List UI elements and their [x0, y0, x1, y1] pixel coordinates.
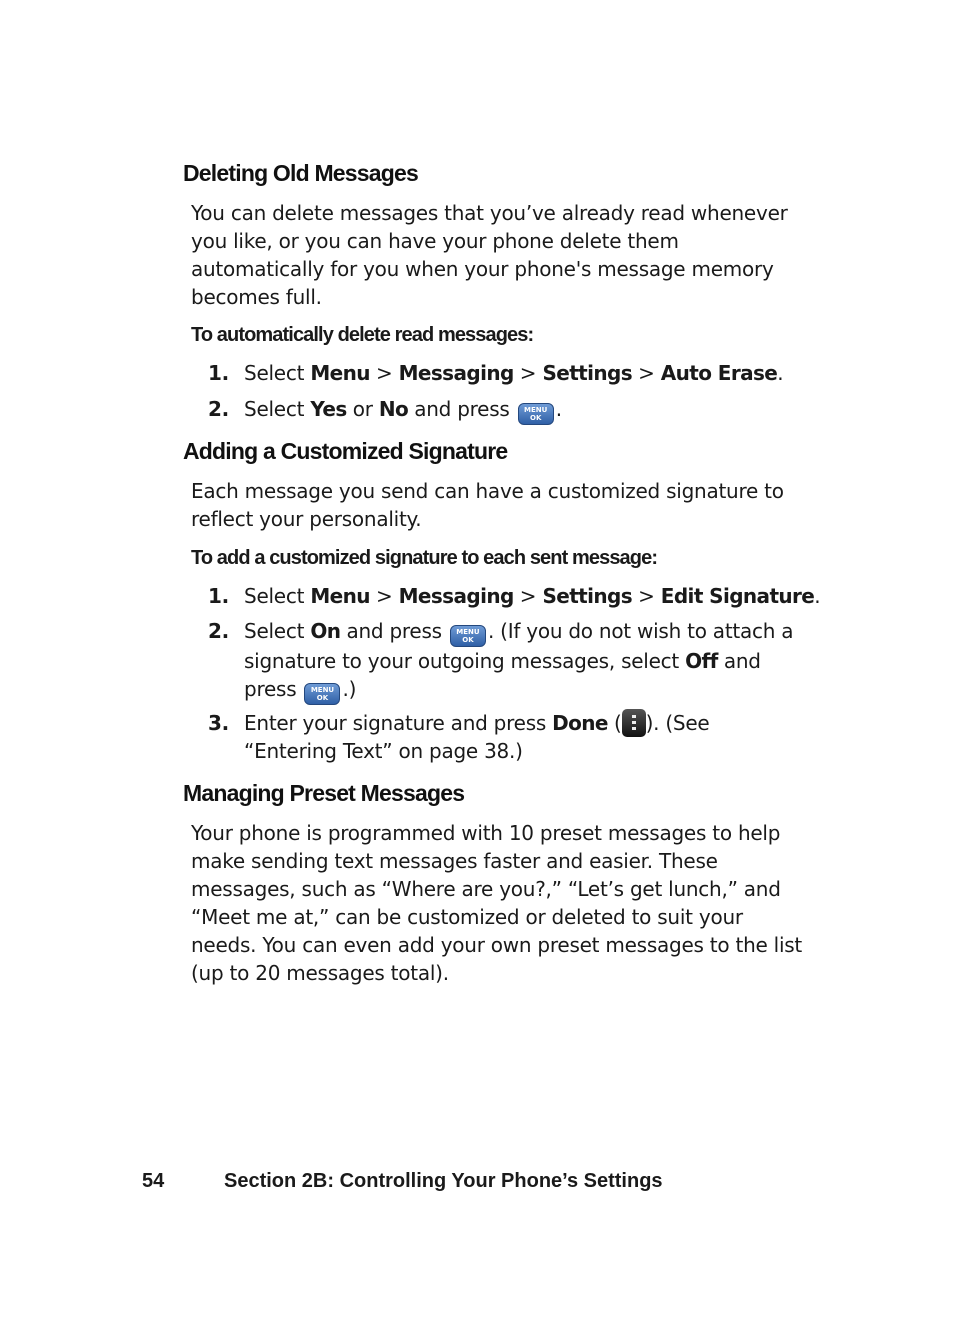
heading-customized-signature: Adding a Customized Signature [183, 438, 508, 464]
step-text: . (If you do not wish to attach a [487, 619, 794, 643]
edit-signature-label: Edit Signature [660, 584, 815, 608]
step-text: press [244, 677, 303, 701]
para-line: Your phone is programmed with 10 preset messages to help [191, 821, 781, 845]
key-line: MENU [310, 686, 335, 694]
step-text: Select [244, 397, 311, 421]
step-number: 1. [208, 584, 230, 608]
on-label: On [310, 619, 341, 643]
para-line: make sending text messages faster and easier. These [191, 849, 718, 873]
step-text: ). (See [645, 711, 710, 735]
step-text: and press [340, 619, 448, 643]
key-line: OK [462, 636, 474, 644]
para-line: becomes full. [191, 285, 322, 309]
menu-ok-key-icon [304, 683, 340, 705]
page-number: 54 [142, 1170, 165, 1192]
yes-label: Yes [310, 397, 347, 421]
step-text: and press [408, 397, 516, 421]
key-line: MENU [456, 628, 480, 636]
key-line: OK [530, 414, 542, 422]
heading-deleting-old-messages: Deleting Old Messages [183, 160, 418, 186]
para-line: (up to 20 messages total). [191, 961, 449, 985]
para-line: messages, such as “Where are you?,” “Let’s get lunch,” and [191, 877, 781, 901]
para-line: automatically for you when your phone's message memory [191, 257, 774, 281]
step-text: and [717, 649, 761, 673]
heading-managing-preset-messages: Managing Preset Messages [183, 780, 465, 806]
step-end: . [555, 397, 562, 421]
step-text: Select [244, 361, 311, 385]
paragraph-preset-messages [191, 819, 803, 987]
separator: > [369, 361, 399, 385]
procedure-add-signature: To add a customized signature to each sent message: [191, 547, 658, 569]
messaging-label: Messaging [398, 361, 514, 385]
para-line: You can delete messages that you’ve already read whenever [191, 201, 788, 225]
step-number: 1. [208, 361, 230, 385]
separator: > [632, 584, 661, 608]
step-number: 2. [208, 619, 230, 643]
separator: > [369, 584, 399, 608]
step-number: 3. [208, 711, 230, 735]
done-label: Done [552, 711, 608, 735]
step-end: . [814, 584, 821, 608]
para-line: reflect your personality. [191, 507, 422, 531]
paragraph-customized-signature [191, 477, 791, 533]
settings-label: Settings [542, 584, 633, 608]
softkey-icon [622, 709, 646, 737]
key-line: OK [316, 694, 329, 702]
off-label: Off [685, 649, 718, 673]
step-text: Select [244, 584, 311, 608]
step-text: “Entering Text” on page 38.) [244, 739, 523, 763]
step-text: Enter your signature and press [244, 711, 553, 735]
no-label: No [378, 397, 409, 421]
separator: > [513, 584, 543, 608]
para-line: Each message you send can have a customized signature to [191, 479, 784, 503]
paragraph-deleting-old-messages [191, 199, 791, 311]
step-text: signature to your outgoing messages, select [244, 649, 686, 673]
procedure-auto-delete: To automatically delete read messages: [191, 324, 534, 346]
section-title: Section 2B: Controlling Your Phone’s Settings [224, 1170, 663, 1192]
step-text: ( [607, 711, 622, 735]
menu-label: Menu [310, 361, 370, 385]
menu-ok-key-icon [518, 403, 554, 425]
para-line: needs. You can even add your own preset messages to the list [191, 933, 803, 957]
messaging-label: Messaging [398, 584, 514, 608]
step-number: 2. [208, 397, 230, 421]
separator: > [513, 361, 543, 385]
step-text: or [346, 397, 379, 421]
step-text: Select [244, 619, 311, 643]
settings-label: Settings [542, 361, 633, 385]
separator: > [632, 361, 661, 385]
step-text: .) [342, 677, 357, 701]
menu-ok-key-icon [450, 625, 486, 647]
para-line: “Meet me at,” can be customized or deleted to suit your [191, 905, 743, 929]
auto-erase-label: Auto Erase [660, 361, 778, 385]
menu-label: Menu [310, 584, 370, 608]
para-line: you like, or you can have your phone delete them [191, 229, 679, 253]
key-line: MENU [524, 406, 548, 414]
step-end: . [777, 361, 784, 385]
